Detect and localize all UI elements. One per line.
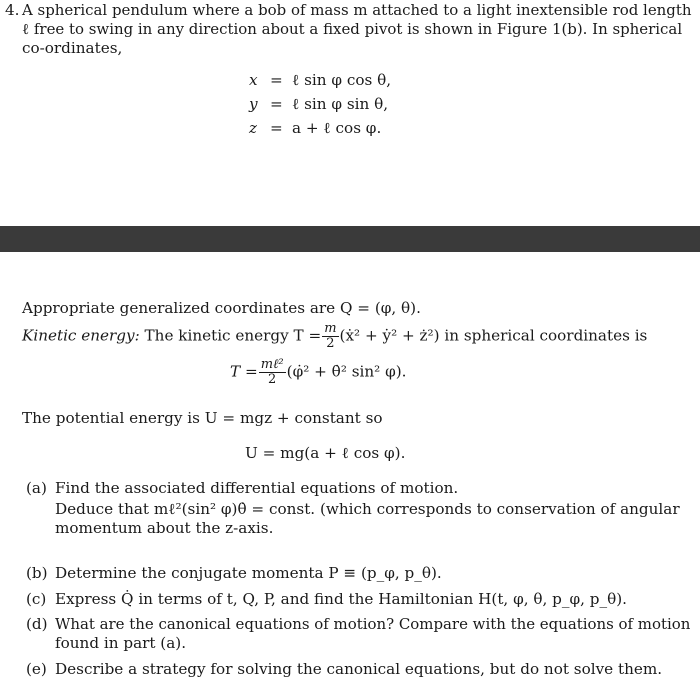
- coord-y-lhs: y: [249, 95, 258, 113]
- part-a-line-3: momentum about the z-axis.: [55, 519, 274, 537]
- ke-eq-lhs: T =: [230, 362, 258, 381]
- problem-intro-line-1: A spherical pendulum where a bob of mass m attached to a light inextensible rod length: [22, 1, 692, 19]
- coord-x-rel: =: [270, 71, 283, 89]
- divider-bar: [0, 226, 700, 252]
- ke-eq-fraction: [259, 358, 286, 387]
- problem-intro-line-3: co-ordinates,: [22, 39, 123, 57]
- problem-number: 4.: [5, 1, 20, 19]
- kinetic-energy-fraction: [322, 322, 338, 351]
- part-c-label: (c): [26, 590, 47, 608]
- part-a-label: (a): [26, 479, 47, 497]
- part-a-line-2: Deduce that mℓ²(sin² φ)θ̇ = const. (which corresponds to conservation of angular: [55, 500, 680, 518]
- problem-intro-line-2: ℓ free to swing in any direction about a fixed pivot is shown in Figure 1(b). In spherical: [22, 20, 683, 38]
- coord-x-lhs: x: [249, 71, 258, 89]
- coord-x-rhs: ℓ sin φ cos θ,: [292, 71, 392, 89]
- part-b-label: (b): [26, 564, 48, 582]
- coord-y-rhs: ℓ sin φ sin θ,: [292, 95, 389, 113]
- ke-eq-den: 2: [268, 372, 277, 387]
- kinetic-energy-equation: [230, 358, 406, 387]
- part-d-line-1: What are the canonical equations of motion? Compare with the equations of motion: [55, 615, 691, 633]
- kinetic-energy-label: Kinetic energy:: [22, 326, 140, 345]
- generalized-coordinates: Appropriate generalized coordinates are Q = (φ, θ).: [22, 299, 421, 317]
- kinetic-energy-text-post: (ẋ² + ẏ² + ż²) in spherical coordinates is: [339, 326, 648, 345]
- coord-z-lhs: z: [249, 119, 258, 137]
- ke-eq-num: mℓ²: [260, 357, 284, 372]
- part-e-text: Describe a strategy for solving the canonical equations, but do not solve them.: [55, 660, 663, 678]
- potential-energy-text: The potential energy is U = mgz + constant so: [22, 409, 383, 427]
- part-d-line-2: found in part (a).: [55, 634, 187, 652]
- coord-y-rel: =: [270, 95, 283, 113]
- part-e-label: (e): [26, 660, 47, 678]
- part-d-label: (d): [26, 615, 48, 633]
- ke-eq-rhs: (φ̇² + θ̇² sin² φ).: [286, 362, 407, 381]
- potential-energy-equation: U = mg(a + ℓ cos φ).: [245, 444, 406, 462]
- kinetic-energy-text-pre: The kinetic energy T =: [144, 326, 322, 345]
- part-c-text: Express Q̇ in terms of t, Q, P, and find the Hamiltonian H(t, φ, θ, p_φ, p_θ).: [55, 590, 627, 608]
- ke-frac-num: m: [324, 321, 337, 336]
- ke-frac-den: 2: [326, 336, 335, 351]
- kinetic-energy-line: [22, 322, 647, 351]
- part-a-line-1: Find the associated differential equations of motion.: [55, 479, 459, 497]
- coord-z-rhs: a + ℓ cos φ.: [292, 119, 382, 137]
- part-b-text: Determine the conjugate momenta P ≡ (p_φ, p_θ).: [55, 564, 442, 582]
- coord-z-rel: =: [270, 119, 283, 137]
